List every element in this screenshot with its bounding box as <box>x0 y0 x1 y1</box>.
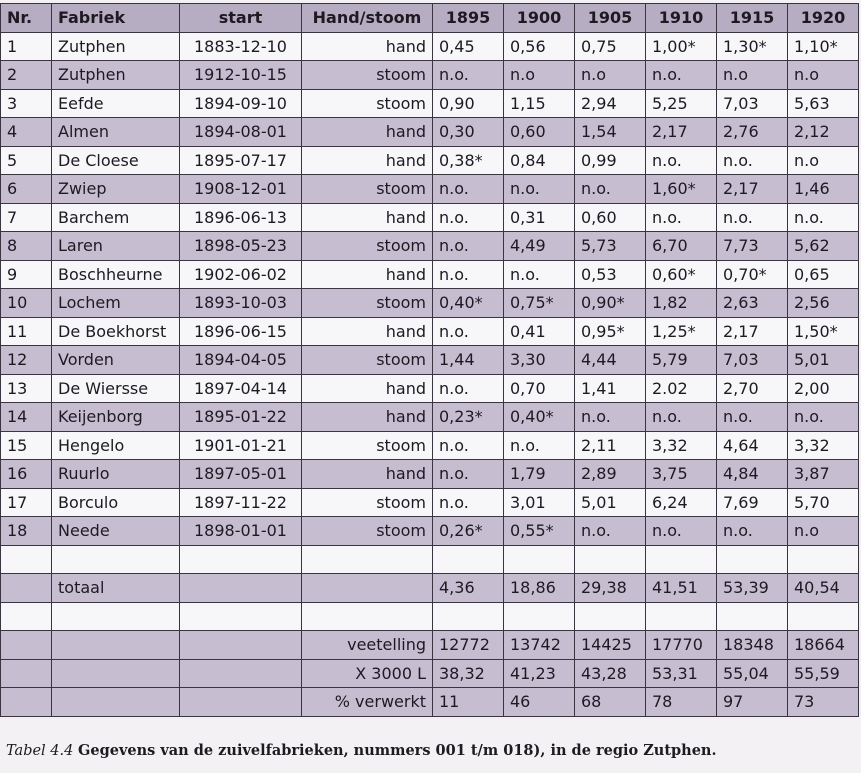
value-1905: 0,99 <box>575 146 646 175</box>
row-number: 9 <box>1 260 52 289</box>
power-type: stoom <box>302 61 433 90</box>
empty-cell <box>1 602 52 631</box>
value-1920: 2,12 <box>788 118 859 147</box>
empty-cell <box>646 545 717 574</box>
value-1900: 0,41 <box>504 317 575 346</box>
empty-cell <box>504 602 575 631</box>
x3000-value: 55,04 <box>717 659 788 688</box>
value-1900: 1,15 <box>504 89 575 118</box>
value-1915: 1,30* <box>717 32 788 61</box>
value-1920: n.o <box>788 517 859 546</box>
value-1900: 0,75* <box>504 289 575 318</box>
empty-cell <box>717 545 788 574</box>
power-type: stoom <box>302 89 433 118</box>
table-row <box>1 346 859 375</box>
value-1915: 2,76 <box>717 118 788 147</box>
value-1900: n.o. <box>504 175 575 204</box>
value-1895: 0,40* <box>433 289 504 318</box>
start-date: 1894-08-01 <box>180 118 302 147</box>
column-header: 1920 <box>788 4 859 33</box>
verwerkt-value: 46 <box>504 688 575 717</box>
column-header: 1905 <box>575 4 646 33</box>
value-1920: 0,65 <box>788 260 859 289</box>
value-1920: n.o. <box>788 403 859 432</box>
verwerkt-value: 11 <box>433 688 504 717</box>
value-1905: n.o. <box>575 175 646 204</box>
start-date: 1895-01-22 <box>180 403 302 432</box>
factory-name: Borculo <box>52 488 180 517</box>
start-date: 1897-05-01 <box>180 460 302 489</box>
value-1910: 6,24 <box>646 488 717 517</box>
value-1910: 1,25* <box>646 317 717 346</box>
value-1900: 1,79 <box>504 460 575 489</box>
table-row <box>1 32 859 61</box>
power-type: stoom <box>302 517 433 546</box>
verwerkt-value: 78 <box>646 688 717 717</box>
row-number: 7 <box>1 203 52 232</box>
veetelling-value: 18664 <box>788 631 859 660</box>
table-row <box>1 289 859 318</box>
x3000-value: 38,32 <box>433 659 504 688</box>
value-1910: 3,32 <box>646 431 717 460</box>
veetelling-value: 17770 <box>646 631 717 660</box>
value-1905: 0,75 <box>575 32 646 61</box>
power-type: stoom <box>302 431 433 460</box>
start-date: 1894-09-10 <box>180 89 302 118</box>
row-number: 13 <box>1 374 52 403</box>
veetelling-value: 13742 <box>504 631 575 660</box>
value-1905: n.o <box>575 61 646 90</box>
start-date: 1902-06-02 <box>180 260 302 289</box>
factory-name: Barchem <box>52 203 180 232</box>
factory-name: De Cloese <box>52 146 180 175</box>
value-1915: n.o. <box>717 403 788 432</box>
value-1915: n.o. <box>717 203 788 232</box>
value-1900: 3,01 <box>504 488 575 517</box>
value-1915: 2,63 <box>717 289 788 318</box>
value-1910: 5,25 <box>646 89 717 118</box>
column-header: 1915 <box>717 4 788 33</box>
start-date: 1896-06-13 <box>180 203 302 232</box>
start-date: 1897-11-22 <box>180 488 302 517</box>
value-1915: 4,84 <box>717 460 788 489</box>
totaal-value: 41,51 <box>646 574 717 603</box>
value-1920: n.o. <box>788 203 859 232</box>
caption-text: Gegevens van de zuivelfabrieken, nummers 001 t/m 018), in de regio Zutphen. <box>77 742 717 759</box>
verwerkt-value: 68 <box>575 688 646 717</box>
factory-name: Lochem <box>52 289 180 318</box>
veetelling-value: 14425 <box>575 631 646 660</box>
empty-cell <box>52 688 180 717</box>
empty-cell <box>646 602 717 631</box>
value-1910: 6,70 <box>646 232 717 261</box>
value-1900: n.o. <box>504 260 575 289</box>
start-date: 1912-10-15 <box>180 61 302 90</box>
empty-cell <box>52 659 180 688</box>
column-header: 1895 <box>433 4 504 33</box>
factory-name: De Wiersse <box>52 374 180 403</box>
row-number: 16 <box>1 460 52 489</box>
value-1905: 0,60 <box>575 203 646 232</box>
column-header: Hand/stoom <box>302 4 433 33</box>
value-1910: 0,60* <box>646 260 717 289</box>
totaal-value: 53,39 <box>717 574 788 603</box>
start-date: 1908-12-01 <box>180 175 302 204</box>
empty-cell <box>1 545 52 574</box>
value-1905: 0,90* <box>575 289 646 318</box>
power-type: stoom <box>302 289 433 318</box>
value-1910: 5,79 <box>646 346 717 375</box>
value-1895: n.o. <box>433 431 504 460</box>
value-1900: 0,31 <box>504 203 575 232</box>
empty-cell <box>180 574 302 603</box>
power-type: stoom <box>302 232 433 261</box>
factory-name: De Boekhorst <box>52 317 180 346</box>
empty-cell <box>575 545 646 574</box>
empty-cell <box>302 545 433 574</box>
value-1910: 2.02 <box>646 374 717 403</box>
row-number: 2 <box>1 61 52 90</box>
factory-name: Zutphen <box>52 61 180 90</box>
verwerkt-row <box>1 688 859 717</box>
value-1900: n.o. <box>504 431 575 460</box>
power-type: hand <box>302 317 433 346</box>
value-1920: 1,50* <box>788 317 859 346</box>
value-1915: 7,03 <box>717 346 788 375</box>
empty-row <box>1 602 859 631</box>
factory-name: Ruurlo <box>52 460 180 489</box>
value-1895: 0,38* <box>433 146 504 175</box>
table-row <box>1 118 859 147</box>
start-date: 1883-12-10 <box>180 32 302 61</box>
value-1910: n.o. <box>646 403 717 432</box>
value-1915: n.o. <box>717 146 788 175</box>
empty-cell <box>302 574 433 603</box>
value-1920: n.o <box>788 61 859 90</box>
value-1900: 0,84 <box>504 146 575 175</box>
value-1920: 5,62 <box>788 232 859 261</box>
caption-label: Tabel 4.4 <box>6 743 74 759</box>
value-1920: 5,63 <box>788 89 859 118</box>
value-1915: n.o <box>717 61 788 90</box>
empty-cell <box>788 545 859 574</box>
x3000-value: 55,59 <box>788 659 859 688</box>
empty-cell <box>180 602 302 631</box>
value-1895: 0,30 <box>433 118 504 147</box>
value-1895: 0,26* <box>433 517 504 546</box>
row-number: 3 <box>1 89 52 118</box>
dairy-factories-table <box>0 3 859 717</box>
x3000-value: 41,23 <box>504 659 575 688</box>
factory-name: Zutphen <box>52 32 180 61</box>
table-row <box>1 460 859 489</box>
table-row <box>1 403 859 432</box>
row-number: 18 <box>1 517 52 546</box>
value-1915: 2,17 <box>717 317 788 346</box>
factory-name: Almen <box>52 118 180 147</box>
table-row <box>1 374 859 403</box>
value-1910: n.o. <box>646 203 717 232</box>
verwerkt-value: 73 <box>788 688 859 717</box>
row-number: 1 <box>1 32 52 61</box>
empty-cell <box>1 574 52 603</box>
value-1915: 7,03 <box>717 89 788 118</box>
factory-name: Boschheurne <box>52 260 180 289</box>
value-1915: 4,64 <box>717 431 788 460</box>
value-1895: n.o. <box>433 317 504 346</box>
start-date: 1896-06-15 <box>180 317 302 346</box>
value-1895: n.o. <box>433 488 504 517</box>
value-1895: n.o. <box>433 203 504 232</box>
column-header: 1910 <box>646 4 717 33</box>
value-1905: n.o. <box>575 403 646 432</box>
value-1900: n.o <box>504 61 575 90</box>
table-caption <box>6 742 717 759</box>
value-1900: 0,56 <box>504 32 575 61</box>
factory-name: Eefde <box>52 89 180 118</box>
row-number: 5 <box>1 146 52 175</box>
empty-cell <box>180 659 302 688</box>
value-1910: 3,75 <box>646 460 717 489</box>
power-type: hand <box>302 460 433 489</box>
empty-cell <box>433 545 504 574</box>
table-row <box>1 260 859 289</box>
empty-row <box>1 545 859 574</box>
empty-cell <box>1 688 52 717</box>
start-date: 1898-01-01 <box>180 517 302 546</box>
row-number: 8 <box>1 232 52 261</box>
value-1895: n.o. <box>433 260 504 289</box>
value-1920: n.o <box>788 146 859 175</box>
column-header: 1900 <box>504 4 575 33</box>
row-number: 10 <box>1 289 52 318</box>
factory-name: Vorden <box>52 346 180 375</box>
empty-cell <box>52 545 180 574</box>
value-1920: 1,46 <box>788 175 859 204</box>
value-1915: 2,70 <box>717 374 788 403</box>
totaal-value: 18,86 <box>504 574 575 603</box>
value-1910: 1,60* <box>646 175 717 204</box>
value-1895: n.o. <box>433 460 504 489</box>
value-1915: 0,70* <box>717 260 788 289</box>
x3000-value: 53,31 <box>646 659 717 688</box>
value-1920: 5,70 <box>788 488 859 517</box>
x3000-label: X 3000 L <box>302 659 433 688</box>
power-type: hand <box>302 32 433 61</box>
table-row <box>1 431 859 460</box>
veetelling-row <box>1 631 859 660</box>
value-1895: n.o. <box>433 175 504 204</box>
row-number: 4 <box>1 118 52 147</box>
start-date: 1901-01-21 <box>180 431 302 460</box>
totaal-row <box>1 574 859 603</box>
value-1895: n.o. <box>433 374 504 403</box>
value-1910: 1,00* <box>646 32 717 61</box>
totaal-label: totaal <box>52 574 180 603</box>
row-number: 17 <box>1 488 52 517</box>
empty-cell <box>302 602 433 631</box>
row-number: 14 <box>1 403 52 432</box>
start-date: 1893-10-03 <box>180 289 302 318</box>
power-type: hand <box>302 146 433 175</box>
value-1905: 2,11 <box>575 431 646 460</box>
empty-cell <box>1 631 52 660</box>
value-1915: 2,17 <box>717 175 788 204</box>
row-number: 15 <box>1 431 52 460</box>
value-1920: 1,10* <box>788 32 859 61</box>
empty-cell <box>575 602 646 631</box>
totaal-value: 40,54 <box>788 574 859 603</box>
empty-cell <box>433 602 504 631</box>
veetelling-value: 18348 <box>717 631 788 660</box>
table-row <box>1 488 859 517</box>
start-date: 1894-04-05 <box>180 346 302 375</box>
power-type: hand <box>302 203 433 232</box>
power-type: stoom <box>302 175 433 204</box>
power-type: stoom <box>302 488 433 517</box>
totaal-value: 4,36 <box>433 574 504 603</box>
value-1905: 2,89 <box>575 460 646 489</box>
empty-cell <box>180 545 302 574</box>
value-1895: n.o. <box>433 232 504 261</box>
value-1915: n.o. <box>717 517 788 546</box>
table-row <box>1 317 859 346</box>
totaal-value: 29,38 <box>575 574 646 603</box>
value-1905: 0,53 <box>575 260 646 289</box>
empty-cell <box>180 631 302 660</box>
table-row <box>1 203 859 232</box>
table-row <box>1 61 859 90</box>
row-number: 6 <box>1 175 52 204</box>
value-1915: 7,69 <box>717 488 788 517</box>
factory-name: Laren <box>52 232 180 261</box>
empty-cell <box>504 545 575 574</box>
table-body <box>1 32 859 716</box>
factory-name: Neede <box>52 517 180 546</box>
value-1920: 5,01 <box>788 346 859 375</box>
value-1905: 5,73 <box>575 232 646 261</box>
empty-cell <box>52 631 180 660</box>
value-1900: 0,40* <box>504 403 575 432</box>
value-1900: 4,49 <box>504 232 575 261</box>
veetelling-value: 12772 <box>433 631 504 660</box>
value-1895: 1,44 <box>433 346 504 375</box>
power-type: hand <box>302 374 433 403</box>
empty-cell <box>180 688 302 717</box>
value-1900: 3,30 <box>504 346 575 375</box>
column-header: start <box>180 4 302 33</box>
table-row <box>1 146 859 175</box>
table-row <box>1 232 859 261</box>
value-1905: 0,95* <box>575 317 646 346</box>
value-1895: 0,45 <box>433 32 504 61</box>
value-1920: 3,32 <box>788 431 859 460</box>
value-1900: 0,70 <box>504 374 575 403</box>
value-1920: 2,00 <box>788 374 859 403</box>
value-1910: n.o. <box>646 517 717 546</box>
value-1895: 0,23* <box>433 403 504 432</box>
value-1905: 1,54 <box>575 118 646 147</box>
row-number: 11 <box>1 317 52 346</box>
factory-name: Keijenborg <box>52 403 180 432</box>
value-1920: 3,87 <box>788 460 859 489</box>
value-1900: 0,60 <box>504 118 575 147</box>
table-row <box>1 89 859 118</box>
value-1910: 2,17 <box>646 118 717 147</box>
value-1905: 4,44 <box>575 346 646 375</box>
column-header: Fabriek <box>52 4 180 33</box>
start-date: 1897-04-14 <box>180 374 302 403</box>
table-row <box>1 517 859 546</box>
value-1895: n.o. <box>433 61 504 90</box>
value-1910: n.o. <box>646 146 717 175</box>
row-number: 12 <box>1 346 52 375</box>
veetelling-label: veetelling <box>302 631 433 660</box>
value-1915: 7,73 <box>717 232 788 261</box>
table-row <box>1 175 859 204</box>
value-1905: 5,01 <box>575 488 646 517</box>
header-row <box>1 4 859 33</box>
power-type: hand <box>302 260 433 289</box>
empty-cell <box>717 602 788 631</box>
start-date: 1898-05-23 <box>180 232 302 261</box>
power-type: hand <box>302 403 433 432</box>
value-1910: 1,82 <box>646 289 717 318</box>
verwerkt-label: % verwerkt <box>302 688 433 717</box>
value-1895: 0,90 <box>433 89 504 118</box>
empty-cell <box>788 602 859 631</box>
x3000-value: 43,28 <box>575 659 646 688</box>
column-header: Nr. <box>1 4 52 33</box>
power-type: hand <box>302 118 433 147</box>
value-1920: 2,56 <box>788 289 859 318</box>
start-date: 1895-07-17 <box>180 146 302 175</box>
value-1905: 2,94 <box>575 89 646 118</box>
empty-cell <box>52 602 180 631</box>
value-1900: 0,55* <box>504 517 575 546</box>
value-1905: n.o. <box>575 517 646 546</box>
x3000-row <box>1 659 859 688</box>
value-1905: 1,41 <box>575 374 646 403</box>
factory-name: Zwiep <box>52 175 180 204</box>
empty-cell <box>1 659 52 688</box>
verwerkt-value: 97 <box>717 688 788 717</box>
value-1910: n.o. <box>646 61 717 90</box>
power-type: stoom <box>302 346 433 375</box>
factory-name: Hengelo <box>52 431 180 460</box>
